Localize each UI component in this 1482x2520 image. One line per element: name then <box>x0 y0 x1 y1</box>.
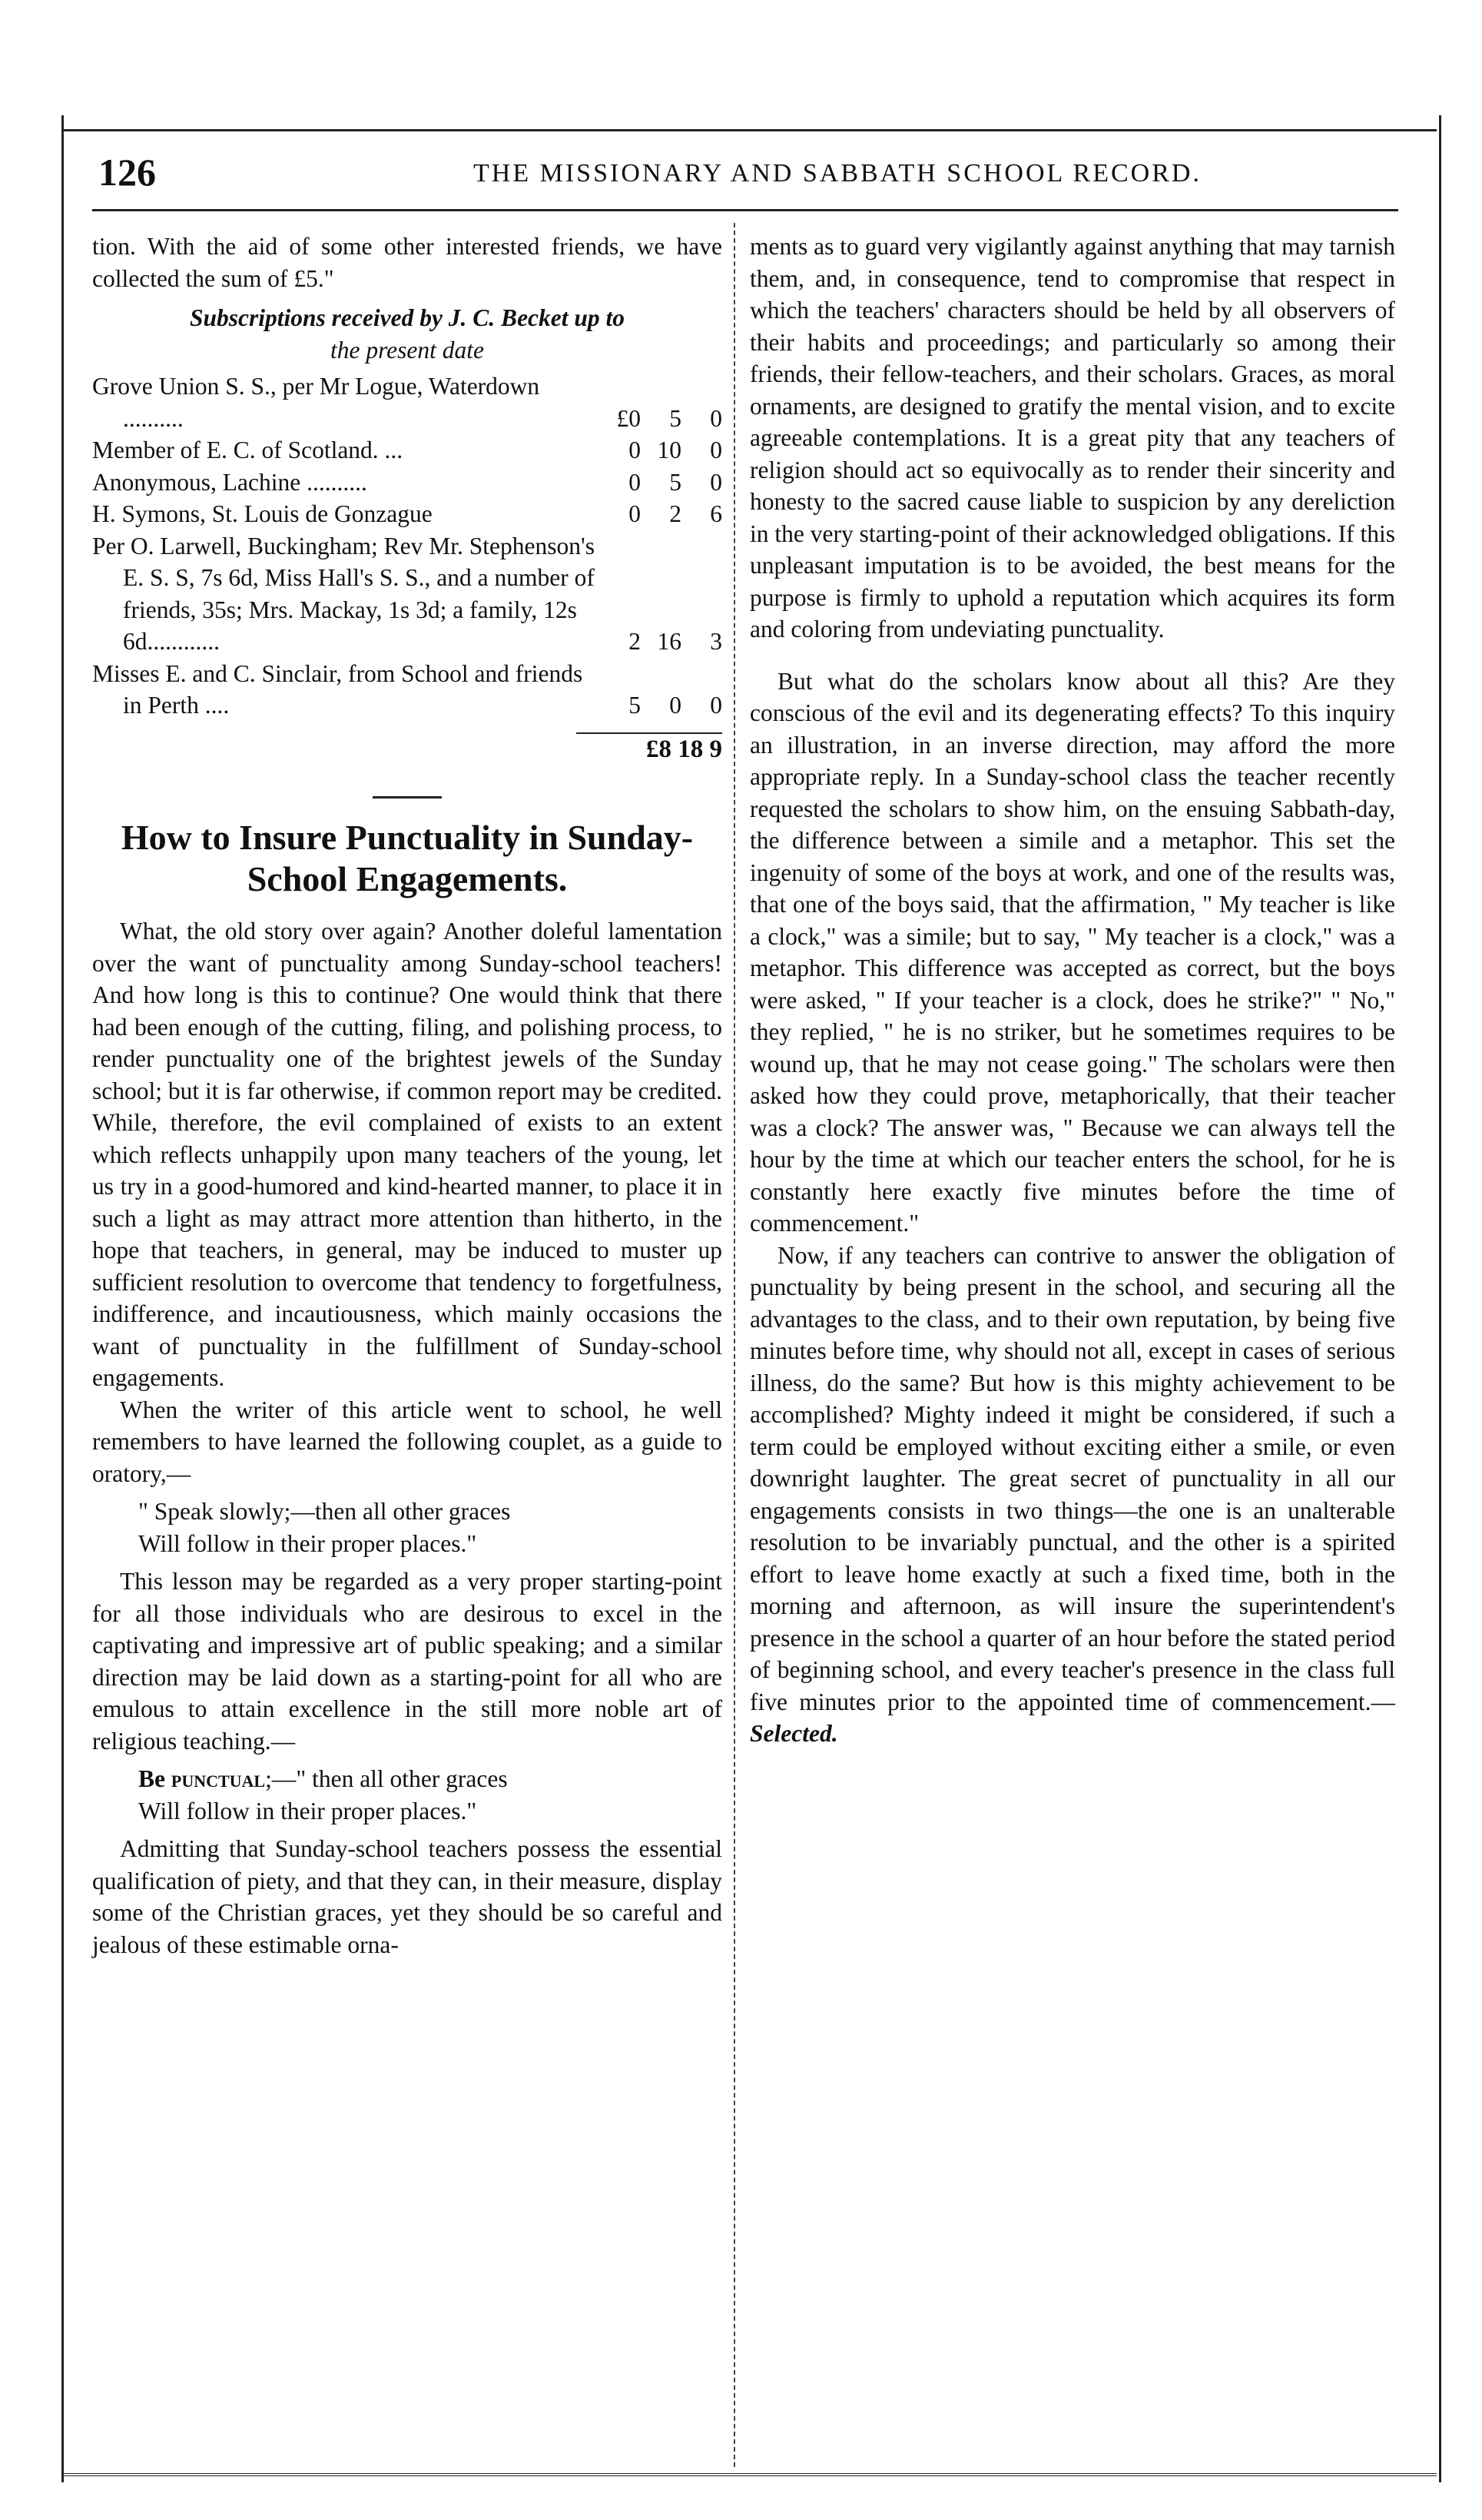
subscriber-name: H. Symons, St. Louis de Gonzague <box>92 500 433 527</box>
subscriber-name: Misses E. and C. Sinclair, from School and friends in Perth .... <box>92 659 583 719</box>
article-paragraph: This lesson may be regarded as a very proper starting-point for all those individuals who are desirous to excel in the captivating and impressive art of public speaking; and a similar direction may be laid down as a starting-point for all who are emulous to attain excellence in the still more noble art of religious teaching.— <box>92 1568 722 1755</box>
pence: 6 <box>710 500 722 527</box>
pounds: 0 <box>628 468 641 496</box>
subscriber-name: Per O. Larwell, Buckingham; Rev Mr. Stephenson's E. S. S, 7s 6d, Miss Hall's S. S., and a number of friends, 35s; Mrs. Mackay, 1s 3d; a family, 12s 6d............ <box>92 532 595 655</box>
list-item <box>92 370 722 434</box>
verse-quote <box>92 1763 722 1827</box>
article-paragraph: What, the old story over again? Another doleful lamentation over the want of punctuality among Sunday-school teachers! And how long is this to continue? One would think that there had been enough of the cutting, filing, and polishing process, to render punctuality one of the brightest jewels of the Sunday school; but it is far otherwise, if common report may be credited. While, therefore, the evil complained of exists to an extent which reflects unhappily upon many teachers of the young, let us try in a good-humored and kind-hearted manner, to place it in such a light as may attract more attention than hitherto, in the hope that teachers, in general, may be induced to muster up sufficient resolution to overcome that tendency to forgetfulness, indifference, and incautiousness, which mainly occasions the want of punctuality in the fulfillment of Sunday-school engagements. <box>92 918 722 1391</box>
list-item <box>92 498 722 530</box>
article-title: How to Insure Punctuality in Sunday-School Engagements. <box>121 818 694 898</box>
page-number: 126 <box>98 151 156 194</box>
bottom-rule <box>61 2473 1437 2476</box>
list-item <box>92 530 722 658</box>
subscriptions-heading-line2: the present date <box>330 336 485 364</box>
signoff: Selected. <box>750 1720 838 1747</box>
pence: 3 <box>710 628 722 655</box>
shillings: 5 <box>669 404 681 432</box>
paragraph-gap <box>750 646 1395 666</box>
subscriptions-list <box>92 370 722 722</box>
amount <box>599 466 722 499</box>
pounds: 0 <box>628 500 641 527</box>
right-column <box>750 231 1395 1750</box>
shillings: 10 <box>657 437 681 463</box>
article-paragraph: Admitting that Sunday-school teachers possess the essential qualification of piety, and that they can, in their measure, display some of the Christian graces, yet they should be so careful and jealous of these estimable orna- <box>92 1835 722 1958</box>
verse-line <box>138 1763 722 1795</box>
subscriptions-heading <box>92 302 722 366</box>
verse-lead: Be <box>138 1765 171 1792</box>
column-divider <box>734 223 735 2467</box>
article-paragraph <box>750 1240 1395 1750</box>
article-paragraph: ments as to guard very vigilantly against anything that may tarnish them, and, in consequence, tend to compromise that respect in which the teachers' characters should be held by all observers of their habits and proceedings; and particularly so among their friends, their fellow-teachers, and their scholars. Graces, as moral ornaments, are designed to gratify the mental vision, and to excite agreeable contemplations. It is a great pity that any teachers of religion should act so equivocally as to render their sincerity and honesty to the sacred cause liable to suspicion by any dereliction in the very starting-point of their acknowledged obligations. If this unpleasant imputation is to be avoided, the best means for the purpose is firmly to uphold a reputation which acquires its form and coloring from undeviating punctuality. <box>750 233 1395 642</box>
top-rule <box>61 129 1437 131</box>
verse-line: Will follow in their proper places." <box>138 1797 477 1824</box>
subscriptions-heading-line1: Subscriptions received by J. C. Becket up to <box>189 304 625 331</box>
verse-rest: ;—" then all other graces <box>265 1765 508 1792</box>
amount <box>599 434 722 466</box>
subscriber-name: Member of E. C. of Scotland. ... <box>92 437 403 463</box>
amount <box>599 498 722 530</box>
pence: 0 <box>710 468 722 496</box>
shillings: 5 <box>669 468 681 496</box>
pounds: £0 <box>616 404 641 432</box>
section-divider <box>373 796 442 798</box>
verse-small-caps: punctual <box>171 1765 266 1792</box>
header-rule <box>92 209 1398 211</box>
page-header <box>92 150 1398 196</box>
amount <box>599 689 722 722</box>
amount <box>599 626 722 658</box>
amount <box>599 403 722 435</box>
left-column <box>92 231 722 1961</box>
pounds: 2 <box>628 628 641 655</box>
pounds: 5 <box>628 692 641 719</box>
pence: 0 <box>710 437 722 463</box>
subscriber-name: Grove Union S. S., per Mr Logue, Waterdown .......... <box>92 373 540 432</box>
pence: 0 <box>710 692 722 719</box>
running-title: THE MISSIONARY AND SABBATH SCHOOL RECORD. <box>473 159 1202 188</box>
article-paragraph: When the writer of this article went to school, he well remembers to have learned the following couplet, as a guide to oratory,— <box>92 1396 722 1487</box>
paragraph-text: Now, if any teachers can contrive to answer the obligation of punctuality by being present in the school, and securing all the advantages to the class, and to their own reputation, by being five minutes before time, why should not all, except in cases of serious illness, do the same? But how is this mighty achievement to be accomplished? Mighty indeed it might be considered, if such a term could be employed without exciting either a smile, or even downright laughter. The great secret of punctuality in all our engagements consists in two things—the one is an unalterable resolution to be invariably punctual, and the other is a spirited effort to leave home exactly at such a fixed time, both in the morning and afternoon, as will insure the superintendent's presence in the school a quarter of an hour before the stated period of beginning school, and every teacher's presence in the class full five minutes prior to the appointed time of commencement.— <box>750 1241 1395 1715</box>
list-item <box>92 434 722 466</box>
list-item <box>92 658 722 722</box>
verse-line: " Speak slowly;—then all other graces <box>138 1498 511 1525</box>
verse-line: Will follow in their proper places." <box>138 1529 477 1557</box>
pence: 0 <box>710 404 722 432</box>
shillings: 2 <box>669 500 681 527</box>
shillings: 0 <box>669 692 681 719</box>
list-item <box>92 466 722 499</box>
pounds: 0 <box>628 437 641 463</box>
shillings: 16 <box>657 628 681 655</box>
intro-paragraph: tion. With the aid of some other interested friends, we have collected the sum of £5." <box>92 233 722 292</box>
total-row <box>92 729 722 766</box>
verse-quote <box>92 1496 722 1559</box>
subscriber-name: Anonymous, Lachine .......... <box>92 468 367 496</box>
article-paragraph: But what do the scholars know about all this? Are they conscious of the evil and its degenerating effects? To this inquiry an illustration, in an inverse direction, may afford the more appropriate reply. In a Sunday-school class the teacher recently requested the scholars to show him, on the ensuing Sabbath-day, the difference between a simile and a metaphor. This set the ingenuity of some of the boys at work, and one of the results was, that one of the boys said, that the affirmation, " My teacher is like a clock," was a simile; but to say, " My teacher is a clock," was a metaphor. This difference was accepted as correct, but the boys were asked, " If your teacher is a clock, does he strike?" " No," they replied, " he is no striker, but he sometimes requires to be wound up, that he may not cease going." The scholars were then asked how they could prove, metaphorically, that their teacher was a clock? The answer was, " Because we can always tell the hour by the time at which our teacher enters the school, for he is constantly here exactly five minutes before the time of commencement." <box>750 667 1395 1237</box>
total-amount: £8 18 9 <box>576 732 722 766</box>
